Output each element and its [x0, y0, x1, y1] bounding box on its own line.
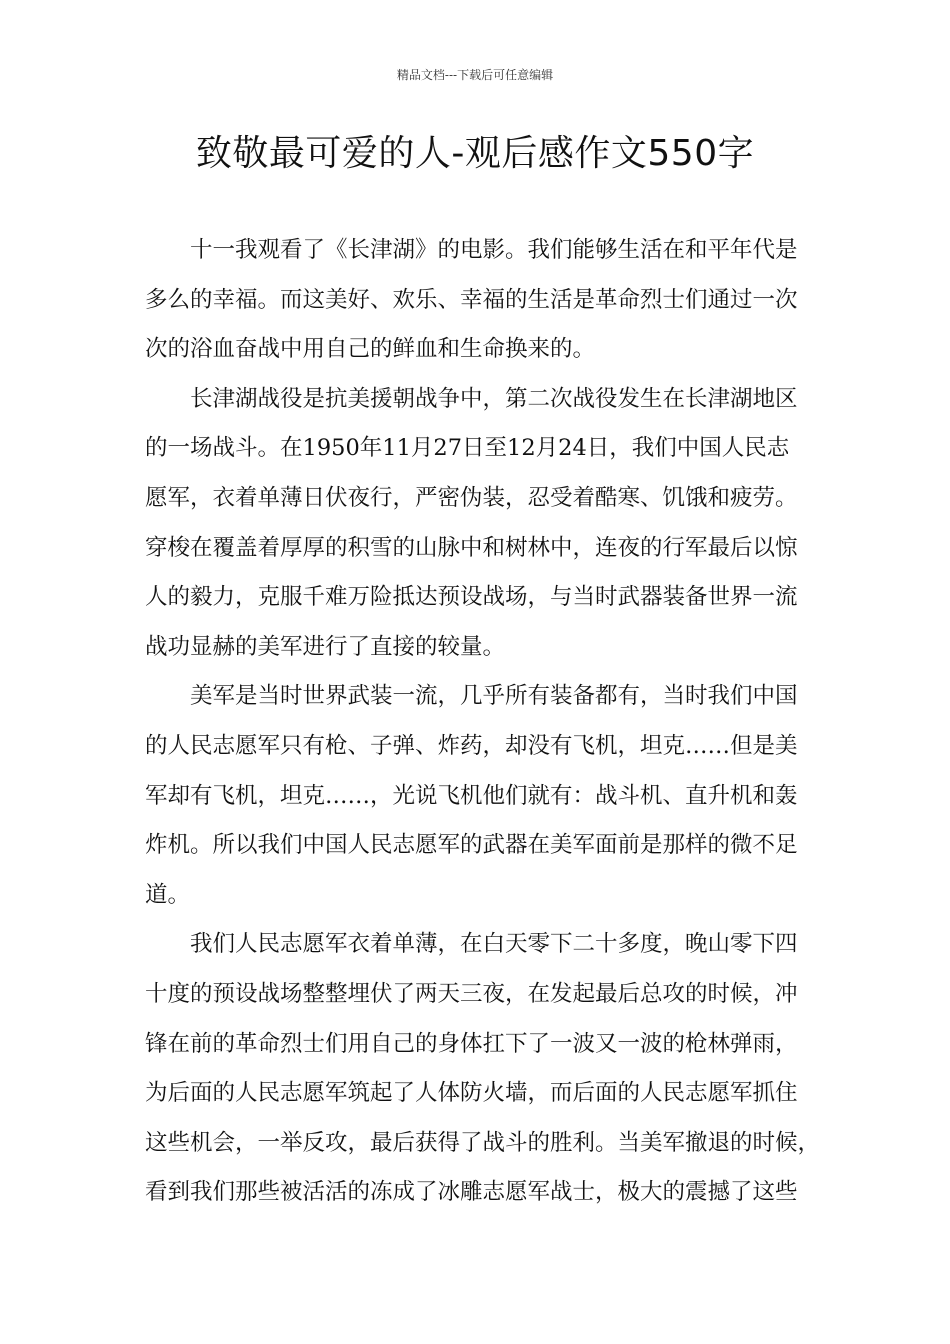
paragraph-3-line-1: 美军是当时世界武装一流，几乎所有装备都有，当时我们中国	[190, 683, 798, 710]
paragraph-4-line-6: 看到我们那些被活活的冻成了冰雕志愿军战士，极大的震撼了这些	[145, 1179, 798, 1206]
document-body	[145, 226, 825, 1218]
paragraph-4-line-1: 我们人民志愿军衣着单薄，在白天零下二十多度，晚山零下四	[190, 931, 798, 958]
paragraph-4-line-5: 这些机会，一举反攻，最后获得了战斗的胜利。当美军撤退的时候，	[145, 1129, 821, 1156]
paragraph-2-line-5: 人的毅力，克服千难万险抵达预设战场，与当时武器装备世界一流	[145, 584, 798, 611]
paragraph-4-line-2: 十度的预设战场整整埋伏了两天三夜，在发起最后总攻的时候，冲	[145, 980, 798, 1007]
paragraph-2-line-1: 长津湖战役是抗美援朝战争中，第二次战役发生在长津湖地区	[190, 385, 798, 412]
paragraph-1-line-3: 次的浴血奋战中用自己的鲜血和生命换来的。	[145, 336, 596, 363]
paragraph-2-line-4: 穿梭在覆盖着厚厚的积雪的山脉中和树林中，连夜的行军最后以惊	[145, 534, 798, 561]
paragraph-3-line-5: 道。	[145, 881, 191, 908]
paragraph-3-line-3: 军却有飞机，坦克……，光说飞机他们就有：战斗机、直升机和轰	[145, 782, 798, 809]
paragraph-2-line-3: 愿军，衣着单薄日伏夜行，严密伪装，忍受着酷寒、饥饿和疲劳。	[145, 484, 798, 511]
paragraph-3-line-2: 的人民志愿军只有枪、子弹、炸药，却没有飞机，坦克……但是美	[145, 732, 798, 759]
paragraph-2-line-2: 的一场战斗。在1950年11月27日至12月24日，我们中国人民志	[145, 435, 790, 462]
page-header-note: 精品文档---下载后可任意编辑	[396, 68, 554, 82]
paragraph-3-line-4: 炸机。所以我们中国人民志愿军的武器在美军面前是那样的微不足	[145, 832, 798, 859]
paragraph-4-line-4: 为后面的人民志愿军筑起了人体防火墙，而后面的人民志愿军抓住	[145, 1080, 798, 1107]
paragraph-2-line-6: 战功显赫的美军进行了直接的较量。	[145, 633, 506, 660]
paragraph-1-line-2: 多么的幸福。而这美好、欢乐、幸福的生活是革命烈士们通过一次	[145, 286, 798, 313]
document-title: 致敬最可爱的人-观后感作文550字	[195, 133, 755, 174]
paragraph-1-line-1: 十一我观看了《长津湖》的电影。我们能够生活在和平年代是	[190, 237, 798, 263]
paragraph-4-line-3: 锋在前的革命烈士们用自己的身体扛下了一波又一波的枪林弹雨，	[145, 1030, 798, 1057]
